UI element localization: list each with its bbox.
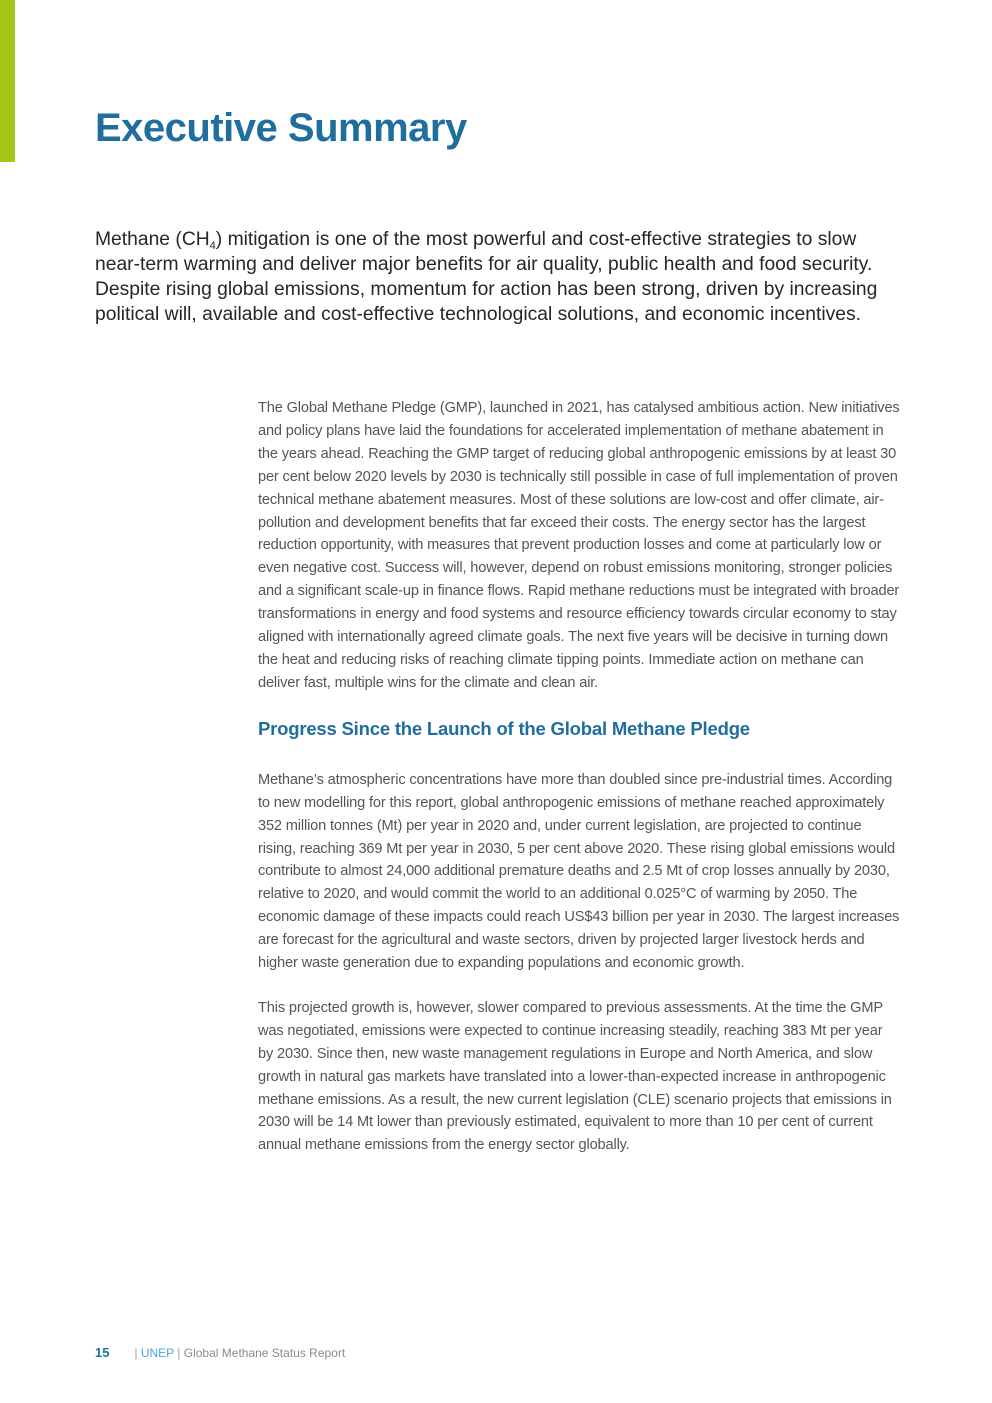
lead-text-end: ) mitigation is one of the most powerful and cost-effective strategies to slow near-term warming and deliver major benefits for air quality, public health and food security. Despite rising global emissions, momentum for action has been strong, driven by increasing political will, available and cost-effective technological solutions, and economic incentives. — [95, 229, 878, 325]
lead-paragraph — [95, 227, 905, 327]
lead-subscript: 4 — [209, 240, 216, 252]
page-number: 15 — [95, 1345, 110, 1360]
section-paragraph-1: Methane’s atmospheric concentrations have more than doubled since pre-industrial times. According to new modelling for this report, global anthropogenic emissions of methane reached approximately 352 million tonnes (Mt) per year in 2020 and, under current legislation, are projected to continue rising, reaching 369 Mt per year in 2030, 5 per cent above 2020. These rising global emissions would contribute to almost 24,000 additional premature deaths and 2.5 Mt of crop losses annually by 2030, relative to 2020, and would commit the world to an additional 0.025°C of warming by 2050. The economic damage of these impacts could reach US$43 billion per year in 2030. The largest increases are forecast for the agricultural and waste sectors, driven by projected larger livestock herds and higher waste generation due to expanding populations and economic growth. — [258, 771, 900, 972]
section-heading: Progress Since the Launch of the Global Methane Pledge — [258, 717, 750, 739]
section-paragraph-2: This projected growth is, however, slower compared to previous assessments. At the time the GMP was negotiated, emissions were expected to continue increasing steadily, reaching 383 Mt per year by 2030. Since then, new waste management regulations in Europe and North America, and slow growth in natural gas markets have translated into a lower-than-expected increase in anthropogenic methane emissions. As a result, the new current legislation (CLE) scenario projects that emissions in 2030 will be 14 Mt lower than previously estimated, equivalent to more than 10 per cent of current annual methane emissions from the energy sector globally. — [258, 999, 892, 1154]
footer-report-title: Global Methane Status Report — [183, 1346, 346, 1360]
page-title: Executive Summary — [95, 106, 467, 150]
footer-separator-2: | — [177, 1346, 181, 1360]
body-column — [258, 397, 900, 1157]
lead-text-start: Methane (CH — [95, 229, 210, 250]
page-footer — [95, 1344, 345, 1362]
intro-paragraph: The Global Methane Pledge (GMP), launched in 2021, has catalysed ambitious action. New initiatives and policy plans have laid the foundations for accelerated implementation of methane abatement in the years ahead. Reaching the GMP target of reducing global anthropogenic emissions by at least 30 per cent below 2020 levels by 2030 is technically still possible in case of full implementation of proven technical methane abatement measures. Most of these solutions are low-cost and offer climate, air-pollution and development benefits that far exceed their costs. The energy sector has the largest reduction opportunity, with measures that prevent production losses and come at particularly low or even negative cost. Success will, however, depend on robust emissions monitoring, stronger policies and a significant scale-up in finance flows. Rapid methane reductions must be integrated with broader transformations in energy and food systems and resource efficiency towards circular economy to stay aligned with internationally agreed climate goals. The next five years will be decisive in turning down the heat and reducing risks of reaching climate tipping points. Immediate action on methane can deliver fast, multiple wins for the climate and clean air. — [258, 400, 900, 691]
footer-organization: UNEP — [140, 1346, 174, 1360]
footer-separator: | — [134, 1346, 138, 1360]
accent-bar — [0, 0, 15, 162]
